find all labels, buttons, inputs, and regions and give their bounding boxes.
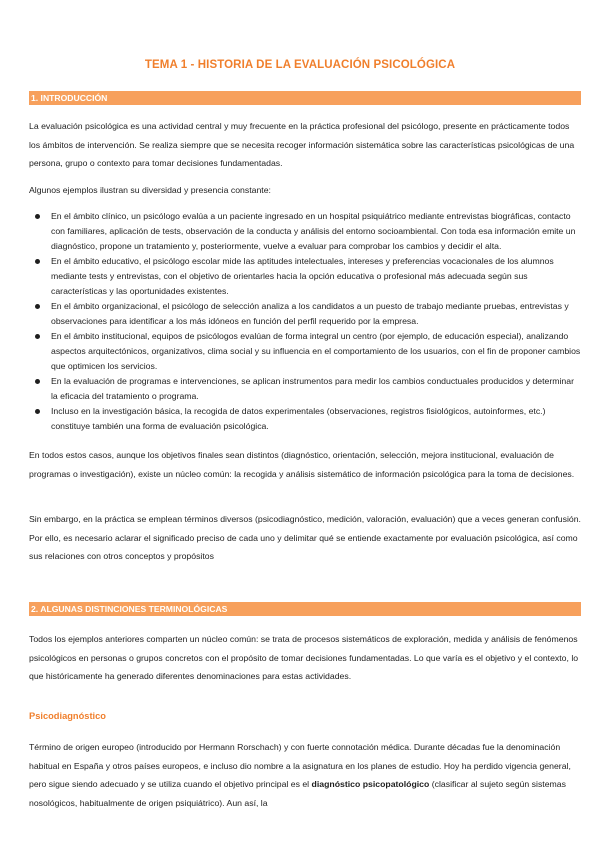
examples-list [29,209,581,434]
list-item: En el ámbito educativo, el psicólogo escolar mide las aptitudes intelectuales, intereses y preferencias vocacionales de los alumnos mediante tests y entrevistas, con el objetivo de orientarles hacia la opción educativa o profesional más adecuada según sus características y las oportunidades existentes. [29,254,581,299]
terminology-paragraph: Sin embargo, en la práctica se emplean términos diversos (psicodiagnóstico, medición, valoración, evaluación) que a veces generan confusión. Por ello, es necesario aclarar el significado preciso de cada uno y delimitar qué se entiende exactamente por evaluación psicológica, así como sus relaciones con otros conceptos y propósitos [29,514,581,561]
psicodiagnostico-paragraph [29,738,581,812]
list-item: En el ámbito institucional, equipos de psicólogos evalúan de forma integral un centro (por ejemplo, de educación especial), analizando aspectos arquitectónicos, organizativos, clima social y su influencia en el comportamiento de los usuarios, con el fin de proponer cambios que optimicen los servicios. [29,329,581,374]
intro-paragraph: La evaluación psicológica es una actividad central y muy frecuente en la práctica profesional del psicólogo, presente en prácticamente todos los ámbitos de intervención. Se realiza siempre que se necesita recoger información sistemática sobre las características psicológicas de una persona, grupo o contexto para tomar decisiones fundamentadas. [29,121,575,168]
section-heading-introduccion: 1. INTRODUCCIÓN [29,91,581,105]
section2-intro-paragraph: Todos los ejemplos anteriores comparten un núcleo común: se trata de procesos sistemáticos de exploración, medida y análisis de fenómenos psicológicos en personas o grupos concretos con el propósito de tomar decisiones fundamentadas. Lo que varía es el objetivo y el contexto, lo que históricamente ha generado diferentes denominaciones para estas actividades. [29,634,579,681]
examples-intro: Algunos ejemplos ilustran su diversidad y presencia constante: [29,185,271,195]
list-item: Incluso en la investigación básica, la recogida de datos experimentales (observaciones, registros fisiológicos, autoinformes, etc.) constituye también una forma de evaluación psicológica. [29,404,581,434]
section-heading-distinciones: 2. ALGUNAS DISTINCIONES TERMINOLÓGICAS [29,602,581,616]
list-item: En el ámbito clínico, un psicólogo evalúa a un paciente ingresado en un hospital psiquiátrico mediante entrevistas biográficas, contacto con familiares, aplicación de tests, observación de la conducta y análisis del entorno socioambiental. Con toda esa información emite un diagnóstico, propone un tratamiento y, posteriormente, vuelve a evaluar para comprobar los cambios y decidir el alta. [29,209,581,254]
document-title: TEMA 1 - HISTORIA DE LA EVALUACIÓN PSICOLÓGICA [144,59,456,71]
psico-bold-term: diagnóstico psicopatológico [311,779,430,789]
subheading-psicodiagnostico: Psicodiagnóstico [29,711,106,721]
list-item: En la evaluación de programas e intervenciones, se aplican instrumentos para medir los cambios conductuales producidos y determinar la eficacia del tratamiento o programa. [29,374,581,404]
psico-text-2: (clasificar al sujeto según sistemas nosológicos, habitualmente de origen psiquiátrico). Aun así, la [29,779,566,808]
psico-text-1: Término de origen europeo (introducido por Hermann Rorschach) y con fuerte connotación médica. Durante décadas fue la denominación habitual en España y otros países europeos, e incluso dio nombre a la asignatura en los planes de estudio. Hoy ha perdido vigencia general, pero sigue siendo adecuado y se utiliza cuando el objetivo principal es el [29,742,571,789]
common-core-paragraph: En todos estos casos, aunque los objetivos finales sean distintos (diagnóstico, orientación, selección, mejora institucional, evaluación de programas o investigación), existe un núcleo común: la recogida y análisis sistemático de información psicológica para la toma de decisiones. [29,450,575,479]
list-item: En el ámbito organizacional, el psicólogo de selección analiza a los candidatos a un puesto de trabajo mediante pruebas, entrevistas y observaciones para identificar a los más idóneos en función del perfil requerido por la empresa. [29,299,581,329]
